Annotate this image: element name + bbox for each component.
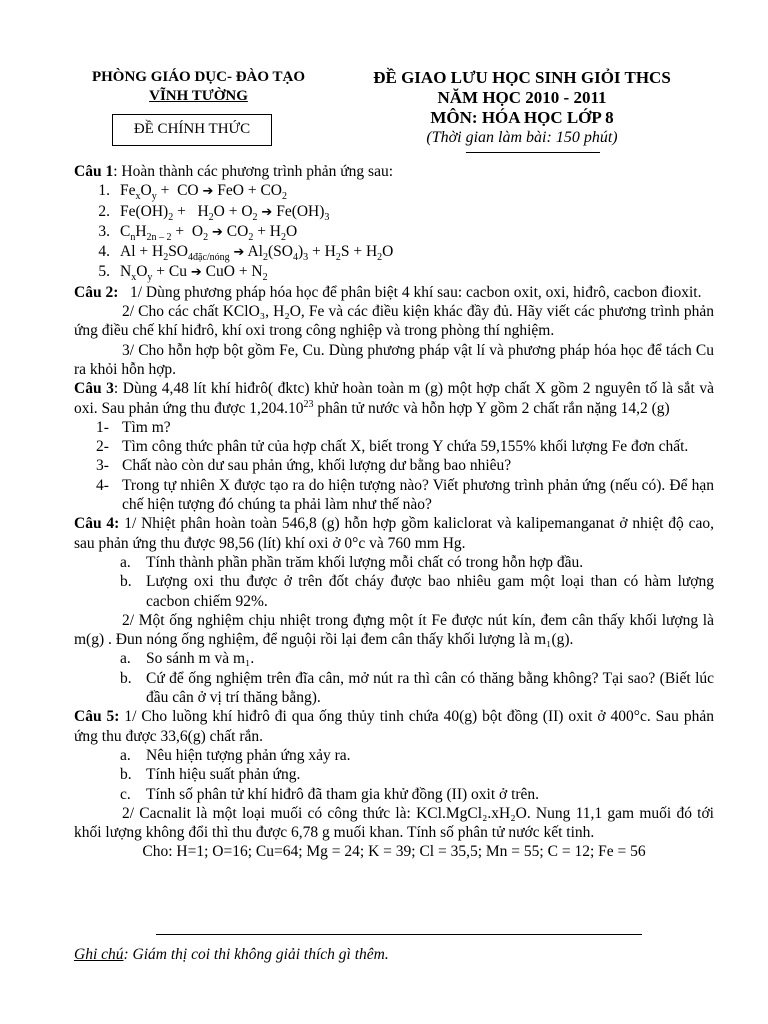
list-item: a. Nêu hiện tượng phản ứng xảy ra. bbox=[120, 746, 351, 764]
district-name: VĨNH TƯỜNG bbox=[149, 88, 248, 104]
list-item: b. Lượng oxi thu được ở trên đốt cháy được bao nhiêu gam một loại than có hàm lượng cacbon chiếm 92%. bbox=[120, 573, 714, 610]
school-year: NĂM HỌC 2010 - 2011 bbox=[437, 88, 607, 107]
equation-5: 5. $N_xO_y + Cu$ ➔ CuO + $N_2$ bbox=[98, 263, 268, 284]
question-2-part-1: Câu 2: 1/ Dùng phương pháp hóa học để phân biệt 4 khí sau: cacbon oxit, oxi, hiđrô, cacbon đioxit. bbox=[74, 283, 702, 301]
footer-divider bbox=[156, 934, 642, 935]
question-2-label: Câu 2: bbox=[74, 283, 119, 301]
question-4-part-2: 2/ Một ống nghiệm chịu nhiệt trong đựng một ít Fe được nút kín, đem cân thấy khối lượng là m(g) . Đun nóng ống nghiệm, để nguội rồi lại đem cân thấy khối lượng là m₁(g). bbox=[74, 611, 714, 649]
question-2-part-3: 3/ Cho hỗn hợp bột gồm Fe, Cu. Dùng phương pháp vật lí và phương pháp hóa học để tách Cu ra khỏi hỗn hợp. bbox=[74, 341, 714, 378]
exam-duration: (Thời gian làm bài: 150 phút) bbox=[426, 129, 618, 146]
equation-4: 4. $Al + H_2SO_{4đặc/nóng}$ ➔ $Al_2(SO_4)_3 + H_2S + H_2O$ bbox=[98, 243, 394, 264]
question-4-label: Câu 4: bbox=[74, 515, 120, 533]
list-item: 2- Tìm công thức phân tử của hợp chất X, biết trong Y chứa 59,155% khối lượng Fe đơn chất. bbox=[96, 438, 689, 456]
question-2-part-2: 2/ Cho các chất KClO₃, H₂O, Fe và các điều kiện khác đầy đủ. Hãy viết các phương trình phản ứng điều chế khí hiđrô, khí oxi trong công nghiệp và trong phòng thí nghiệm. bbox=[74, 303, 714, 340]
equation-2: 2. $Fe(OH)_2 + H_2O + O_2$ ➔ $Fe(OH)_3$ bbox=[98, 202, 330, 223]
equation-1: 1. $Fe_xO_y$ + CO ➔ FeO + $CO_2$ bbox=[98, 182, 287, 203]
note-label: Ghi chú bbox=[74, 946, 124, 963]
list-item: b. Cứ để ống nghiệm trên đĩa cân, mở nút ra thì cân có thăng bằng không? Tại sao? (Biết lúc đầu cân ở vị trí thăng bằng). bbox=[120, 669, 714, 707]
question-4-part-1: Câu 4: 1/ Nhiệt phân hoàn toàn 546,8 (g) hỗn hợp gồm kaliclorat và kalipemanganat ở nhiệt độ cao, sau phản ứng thu được 98,56 (lít) khí oxi ở 0°c và 760 mm Hg. bbox=[74, 515, 714, 552]
list-item: 1- Tìm m? bbox=[96, 418, 171, 436]
question-5-label: Câu 5: bbox=[74, 708, 120, 726]
note-text: : Giám thị coi thi không giải thích gì thêm. bbox=[123, 946, 389, 963]
header-divider bbox=[466, 152, 600, 153]
arrow-icon: ➔ bbox=[261, 204, 273, 220]
exam-body bbox=[74, 162, 714, 862]
question-5-part-1: Câu 5: 1/ Cho luồng khí hiđrô đi qua ống thủy tinh chứa 40(g) bột đồng (II) oxit ở 400°c. Sau phản ứng thu được 33,6(g) chất rắn. bbox=[74, 708, 714, 745]
question-3-intro: Câu 3: Dùng 4,48 lít khí hiđrô( đktc) khử hoàn toàn m (g) một hợp chất X gồm 2 nguyên tố là sắt và oxi. Sau phản ứng thu được 1,204.10$^{23}$ phân tử nước và hỗn hợp Y gồm 2 chất rắn nặng 14,2 (g) bbox=[74, 380, 714, 417]
question-1-intro: Câu 1: Hoàn thành các phương trình phản ứng sau: bbox=[74, 163, 394, 180]
list-item: a. So sánh m và m₁. bbox=[120, 650, 255, 668]
list-item: 3- Chất nào còn dư sau phản ứng, khối lượng dư bằng bao nhiêu? bbox=[96, 457, 512, 475]
list-item: a. Tính thành phần phần trăm khối lượng mỗi chất có trong hỗn hợp đầu. bbox=[120, 553, 584, 571]
equation-3: 3. $C_nH_{2n - 2} + O_2$ ➔ $CO_2 + H_2O$ bbox=[98, 222, 298, 243]
arrow-icon: ➔ bbox=[211, 224, 223, 240]
subject: MÔN: HÓA HỌC LỚP 8 bbox=[430, 108, 614, 127]
list-item: 4- Trong tự nhiên X được tạo ra do hiện tượng nào? Viết phương trình phản ứng (nếu có). Để hạn chế hiện tượng đó chúng ta phải làm như thế nào? bbox=[96, 476, 714, 514]
atomic-masses: Cho: H=1; O=16; Cu=64; Mg = 24; K = 39; Cl = 35,5; Mn = 55; C = 12; Fe = 56 bbox=[142, 843, 646, 861]
department-header bbox=[66, 68, 331, 106]
arrow-icon: ➔ bbox=[202, 184, 214, 200]
question-1-label: Câu 1 bbox=[74, 163, 114, 180]
exam-title: ĐỀ GIAO LƯU HỌC SINH GIỎI THCS bbox=[373, 68, 671, 87]
exam-title-block bbox=[342, 68, 702, 148]
question-5-part-2: 2/ Cacnalit là một loại muối có công thức là: KCl.MgCl₂.xH₂O. Nung 11,1 gam muối đó tới khối lượng không đổi thì thu được 6,78 g muối khan. Tính số phân tử nước kết tinh. bbox=[74, 804, 714, 842]
list-item: b. Tính hiệu suất phản ứng. bbox=[120, 766, 301, 784]
list-item: c. Tính số phân tử khí hiđrô đã tham gia khử đồng (II) oxit ở trên. bbox=[120, 785, 540, 803]
footer-note bbox=[74, 946, 389, 964]
department-name: PHÒNG GIÁO DỤC- ĐÀO TẠO bbox=[91, 69, 306, 85]
question-3-label: Câu 3 bbox=[74, 380, 114, 398]
arrow-icon: ➔ bbox=[233, 245, 245, 261]
official-exam-box: ĐỀ CHÍNH THỨC bbox=[112, 114, 272, 146]
arrow-icon: ➔ bbox=[190, 265, 202, 281]
